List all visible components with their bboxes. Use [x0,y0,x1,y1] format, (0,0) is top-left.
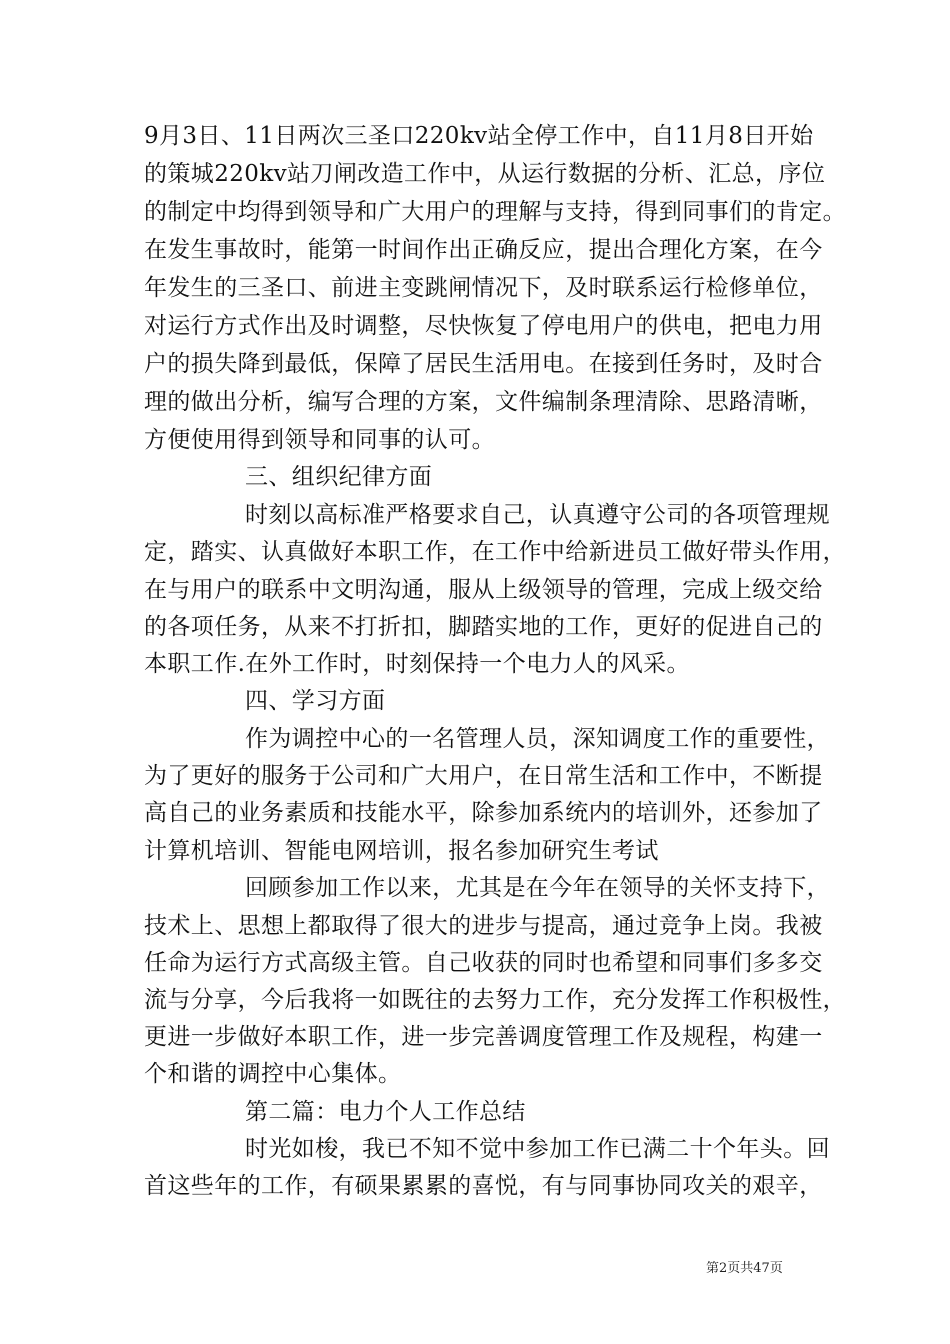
paragraph-line: 更进一步做好本职工作，进一步完善调度管理工作及规程，构建一 [144,1024,823,1050]
paragraph-line: 在与用户的联系中文明沟通，服从上级领导的管理，完成上级交给 [144,577,823,603]
paragraph-line: 时光如梭，我已不知不觉中参加工作已满二十个年头。回 [245,1136,830,1162]
paragraph-line: 计算机培训、智能电网培训，报名参加研究生考试 [144,838,659,864]
paragraph-line: 首这些年的工作，有硕果累累的喜悦，有与同事协同攻关的艰辛， [144,1173,823,1199]
paragraph-line: 回顾参加工作以来，尤其是在今年在领导的关怀支持下， [245,875,830,901]
paragraph-line: 流与分享，今后我将一如既往的去努力工作，充分发挥工作积极性， [144,987,846,1013]
paragraph-line: 在发生事故时，能第一时间作出正确反应，提出合理化方案，在今 [144,237,823,263]
paragraph-line: 年发生的三圣口、前进主变跳闸情况下，及时联系运行检修单位， [144,275,823,301]
paragraph-line: 为了更好的服务于公司和广大用户，在日常生活和工作中，不断提 [144,763,823,789]
paragraph-line: 的制定中均得到领导和广大用户的理解与支持，得到同事们的肯定。 [144,199,846,225]
paragraph-line: 对运行方式作出及时调整，尽快恢复了停电用户的供电，把电力用 [144,313,823,339]
paragraph-line: 任命为运行方式高级主管。自己收获的同时也希望和同事们多多交 [144,950,823,976]
paragraph-line: 技术上、思想上都取得了很大的进步与提高，通过竞争上岗。我被 [144,913,823,939]
section-heading: 四、学习方面 [245,688,386,714]
paragraph-line: 时刻以高标准严格要求自己，认真遵守公司的各项管理规 [245,502,830,528]
paragraph-line: 的策城220kv站刀闸改造工作中，从运行数据的分析、汇总，序位 [144,161,826,187]
paragraph-line: 高自己的业务素质和技能水平，除参加系统内的培训外，还参加了 [144,800,823,826]
paragraph-line: 的各项任务，从来不打折扣，脚踏实地的工作，更好的促进自己的 [144,614,823,640]
paragraph-line: 定，踏实、认真做好本职工作，在工作中给新进员工做好带头作用， [144,539,846,565]
section-heading: 三、组织纪律方面 [245,464,433,490]
paragraph-line: 个和谐的调控中心集体。 [144,1061,402,1087]
paragraph-line: 方便使用得到领导和同事的认可。 [144,427,495,453]
page-number: 第2页共47页 [706,1261,783,1276]
section-heading: 第二篇：电力个人工作总结 [245,1099,526,1125]
paragraph-line: 户的损失降到最低，保障了居民生活用电。在接到任务时，及时合 [144,351,823,377]
paragraph-line: 理的做出分析，编写合理的方案，文件编制条理清除、思路清晰， [144,389,823,415]
paragraph-line: 作为调控中心的一名管理人员，深知调度工作的重要性， [245,726,830,752]
paragraph-line: 9月3日、11日两次三圣口220kv站全停工作中，自11月8日开始 [144,123,814,149]
paragraph-line: 本职工作.在外工作时，时刻保持一个电力人的风采。 [144,651,690,677]
